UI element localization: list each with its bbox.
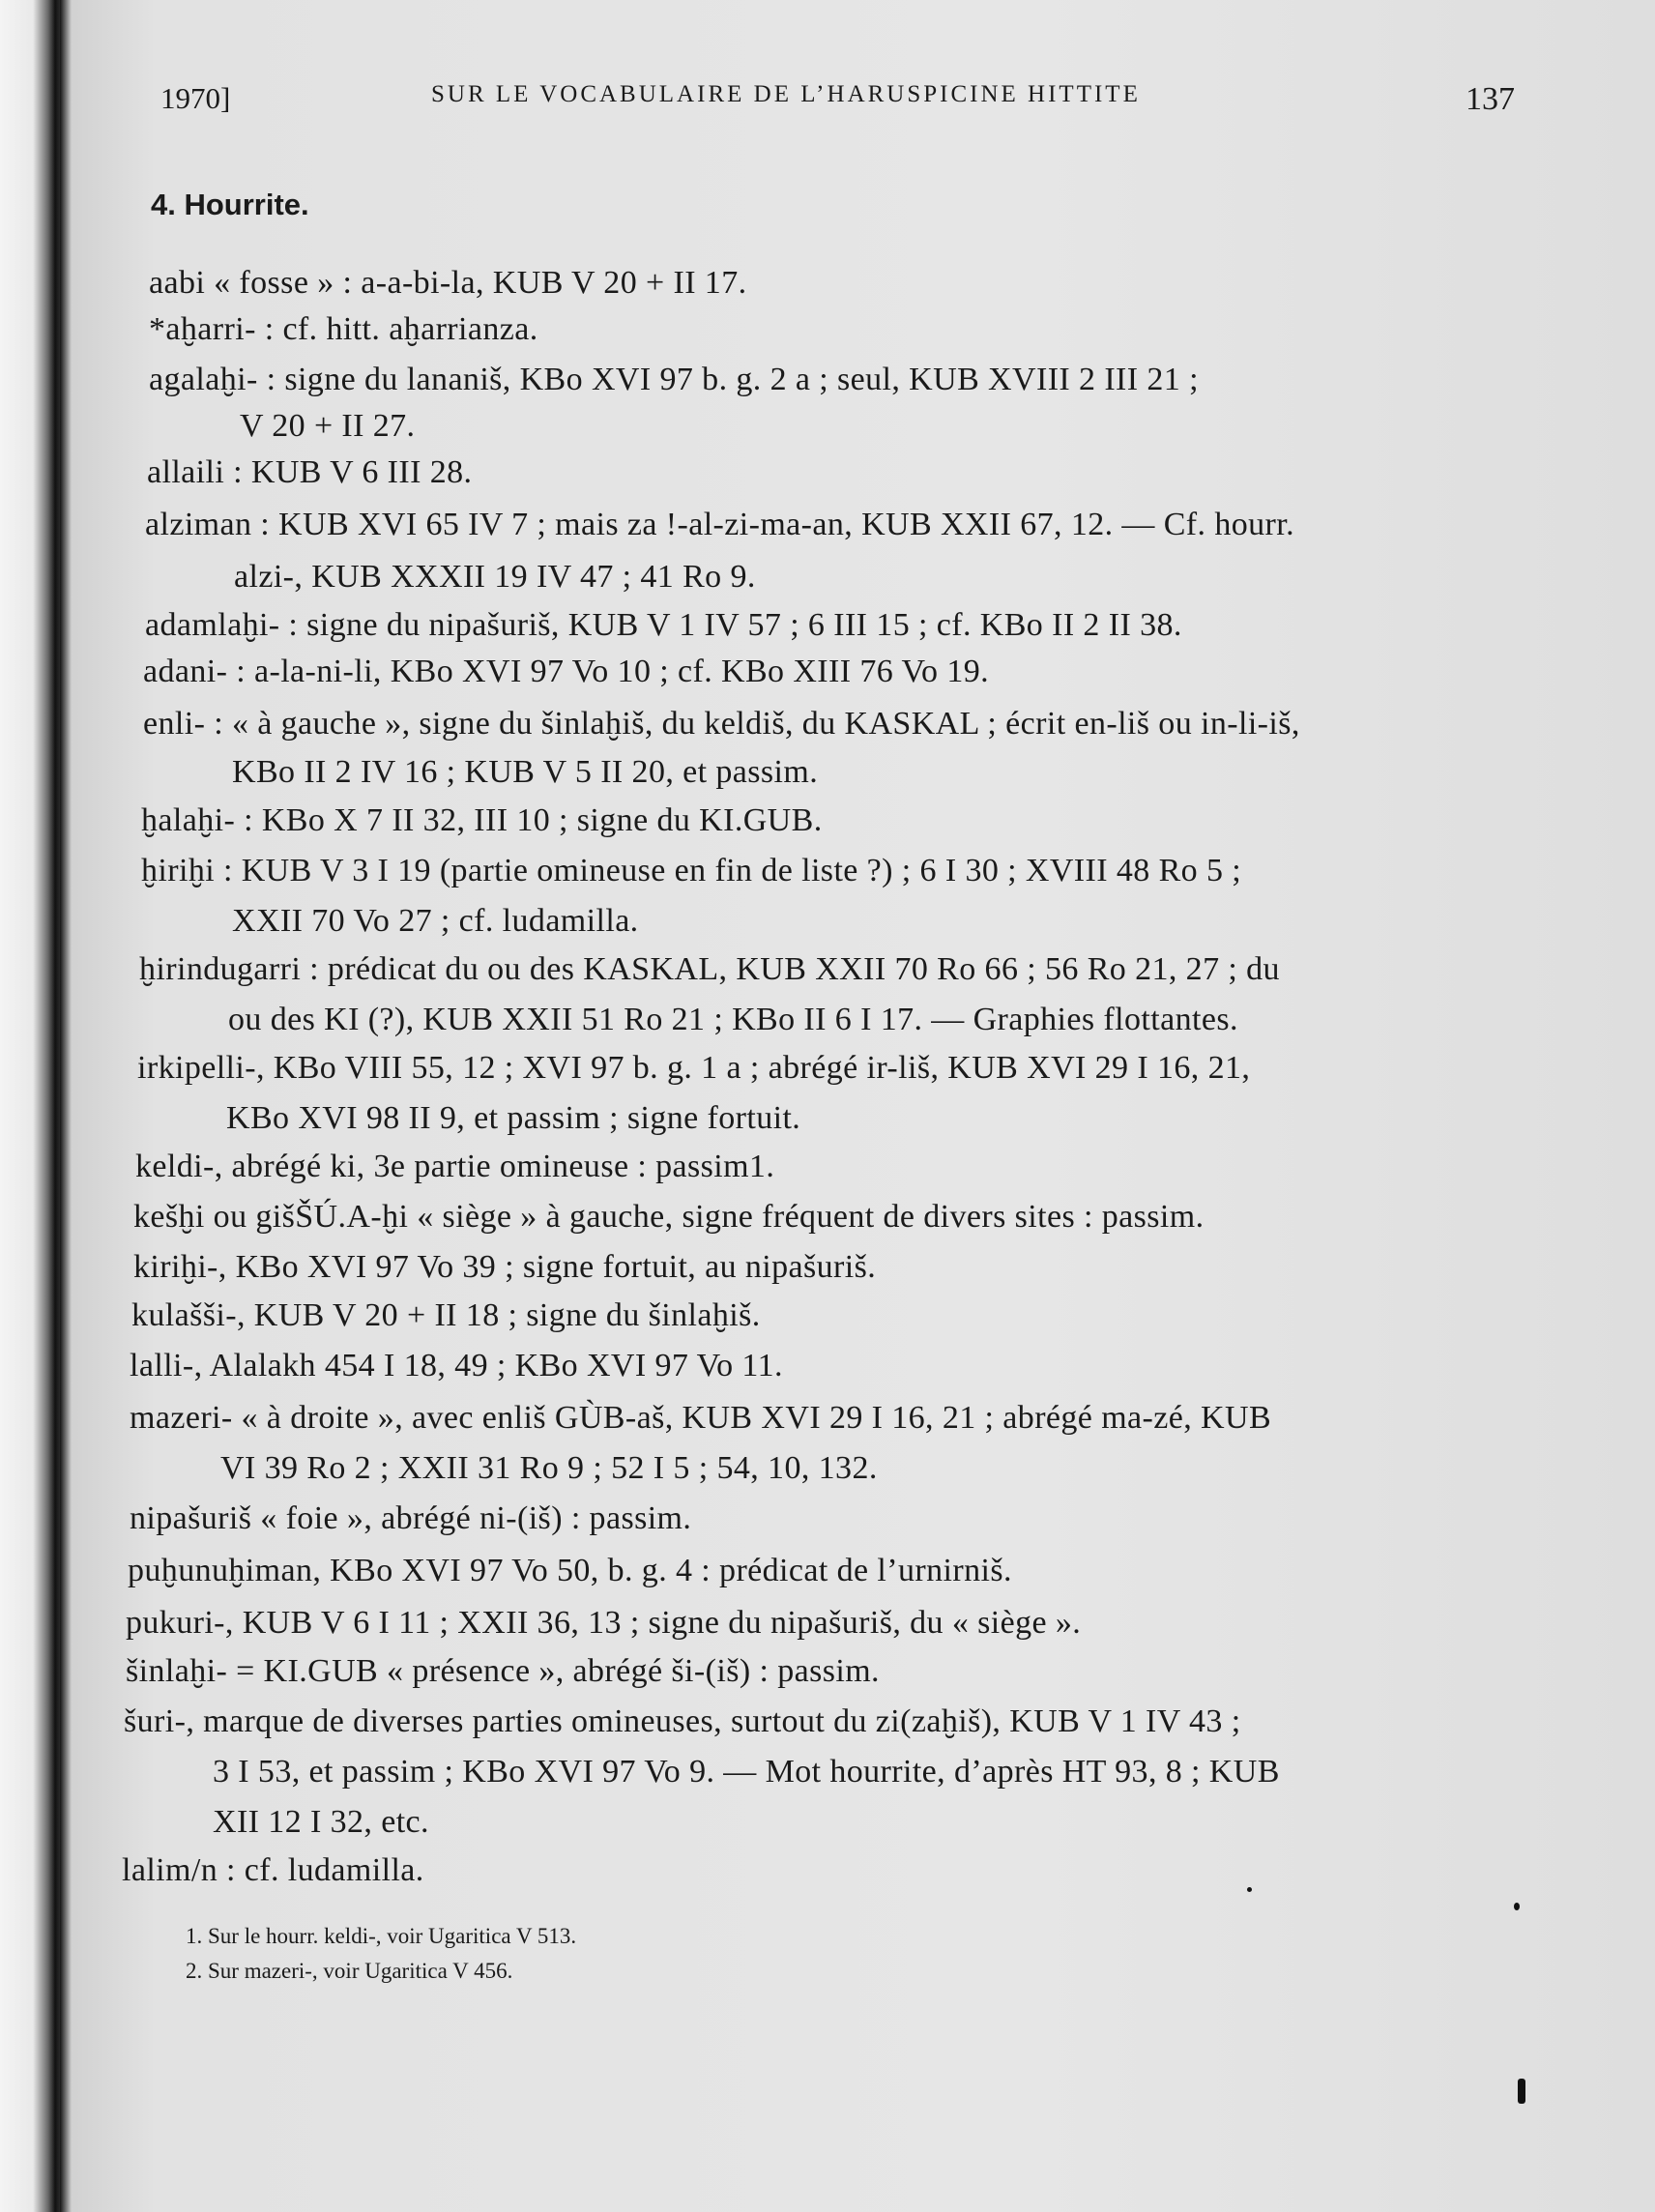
entry-line-irkipelli-cont: KBo XVI 98 II 9, et passim ; signe fortuit.: [226, 1100, 801, 1136]
entry-line-agalahi-cont: V 20 + II 27.: [240, 408, 416, 444]
entry-line-hirindugarri: ḫirindugarri : prédicat du ou des KASKAL, KUB XXII 70 Ro 66 ; 56 Ro 21, 27 ; du: [139, 951, 1280, 987]
page-number: 137: [1466, 81, 1515, 117]
gutter-shadow: [60, 0, 72, 2212]
entry-line-suri: šuri-, marque de diverses parties omineuses, surtout du zi(zaḫiš), KUB V 1 IV 43 ;: [124, 1703, 1241, 1739]
entry-line-nipasuris: nipašuriš « foie », abrégé ni-(iš) : passim.: [130, 1500, 692, 1536]
footnote-2: 2. Sur mazeri-, voir Ugaritica V 456.: [186, 1959, 513, 1983]
entry-line-aharri: *aḫarri- : cf. hitt. aḫarrianza.: [149, 311, 538, 347]
header-running-title: SUR LE VOCABULAIRE DE L’HARUSPICINE HITTITE: [431, 81, 1141, 107]
entry-line-lalimn: lalim/n : cf. ludamilla.: [122, 1852, 424, 1888]
entry-line-suri-cont: 3 I 53, et passim ; KBo XVI 97 Vo 9. — Mot hourrite, d’après HT 93, 8 ; KUB: [213, 1754, 1280, 1790]
entry-line-suri-cont-2: XII 12 I 32, etc.: [213, 1804, 429, 1840]
entry-line-pukuri: pukuri-, KUB V 6 I 11 ; XXII 36, 13 ; signe du nipašuriš, du « siège ».: [126, 1605, 1082, 1641]
ink-speck: [1514, 1903, 1520, 1910]
ink-speck: [1518, 2079, 1525, 2104]
entry-line-kirihi: kiriḫi-, KBo XVI 97 Vo 39 ; signe fortuit, au nipašuriš.: [133, 1249, 877, 1285]
entry-line-irkipelli: irkipelli-, KBo VIII 55, 12 ; XVI 97 b. g. 1 a ; abrégé ir-liš, KUB XVI 29 I 16, 21,: [137, 1050, 1251, 1086]
entry-line-keshi: kešḫi ou gišŠÚ.A-ḫi « siège » à gauche, signe fréquent de divers sites : passim.: [133, 1199, 1205, 1235]
entry-line-lalli: lalli-, Alalakh 454 I 18, 49 ; KBo XVI 97 Vo 11.: [130, 1348, 783, 1383]
entry-line-alziman: alziman : KUB XVI 65 IV 7 ; mais za !-al-zi-ma-an, KUB XXII 67, 12. — Cf. hourr.: [145, 507, 1294, 542]
entry-line-keldi: keldi-, abrégé ki, 3e partie omineuse : passim1.: [135, 1149, 775, 1184]
entry-line-adani: adani- : a-la-ni-li, KBo XVI 97 Vo 10 ; cf. KBo XIII 76 Vo 19.: [143, 654, 990, 689]
entry-line-alziman-cont: alzi-, KUB XXXII 19 IV 47 ; 41 Ro 9.: [234, 559, 756, 595]
footnote-1: 1. Sur le hourr. keldi-, voir Ugaritica V 513.: [186, 1924, 577, 1948]
header-year: 1970]: [160, 81, 231, 115]
book-binding-edge: [0, 0, 60, 2212]
section-heading: 4. Hourrite.: [151, 188, 309, 221]
entry-line-hirihi-cont: XXII 70 Vo 27 ; cf. ludamilla.: [232, 903, 639, 939]
entry-line-mazeri: mazeri- « à droite », avec enliš GÙB-aš, KUB XVI 29 I 16, 21 ; abrégé ma-zé, KUB: [130, 1400, 1272, 1436]
entry-line-puhunuhiman: puḫunuḫiman, KBo XVI 97 Vo 50, b. g. 4 : prédicat de l’urnirniš.: [128, 1553, 1012, 1588]
entry-line-kulassi: kulašši-, KUB V 20 + II 18 ; signe du šinlaḫiš.: [131, 1297, 761, 1333]
entry-line-adamlahi: adamlaḫi- : signe du nipašuriš, KUB V 1 IV 57 ; 6 III 15 ; cf. KBo II 2 II 38.: [145, 607, 1182, 643]
entry-line-sinlahi: šinlaḫi- = KI.GUB « présence », abrégé ši-(iš) : passim.: [126, 1653, 880, 1689]
entry-line-allaili: allaili : KUB V 6 III 28.: [147, 454, 473, 490]
entry-line-hirindugarri-cont: ou des KI (?), KUB XXII 51 Ro 21 ; KBo II 6 I 17. — Graphies flottantes.: [228, 1002, 1238, 1037]
entry-line-mazeri-cont: VI 39 Ro 2 ; XXII 31 Ro 9 ; 52 I 5 ; 54, 10, 132.: [220, 1450, 878, 1486]
entry-line-agalahi: agalaḫi- : signe du lananiš, KBo XVI 97 b. g. 2 a ; seul, KUB XVIII 2 III 21 ;: [149, 362, 1199, 397]
entry-line-enli-cont: KBo II 2 IV 16 ; KUB V 5 II 20, et passim.: [232, 754, 819, 790]
entry-line-enli: enli- : « à gauche », signe du šinlaḫiš, du keldiš, du KASKAL ; écrit en-liš ou in-li-iš,: [143, 706, 1300, 742]
entry-line-aabi: aabi « fosse » : a-a-bi-la, KUB V 20 + II 17.: [149, 265, 747, 301]
running-header: [0, 81, 1655, 130]
entry-line-halahi: ḫalaḫi- : KBo X 7 II 32, III 10 ; signe du KI.GUB.: [141, 802, 823, 838]
ink-speck: [1247, 1887, 1252, 1892]
entry-line-hirihi: ḫiriḫi : KUB V 3 I 19 (partie omineuse en fin de liste ?) ; 6 I 30 ; XVIII 48 Ro 5 ;: [141, 853, 1242, 888]
